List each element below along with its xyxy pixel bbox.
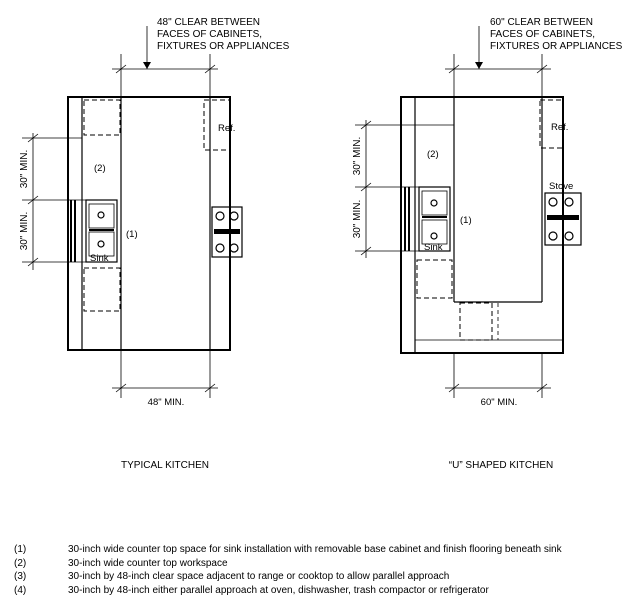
- legend-number: (2): [14, 557, 27, 569]
- u-room-outline: [401, 97, 563, 353]
- u-ref-label: Ref.: [551, 122, 569, 133]
- typical-workspace-marker: (2): [94, 163, 106, 174]
- u-stove-label: Stove: [549, 181, 574, 192]
- typical-burner-1: [216, 212, 224, 220]
- u-bottom-cabinet-dashed: [460, 303, 492, 340]
- legend-item: [14, 584, 634, 598]
- legend-item: [14, 543, 634, 557]
- legend-text: 30-inch wide counter top space for sink installation with removable base cabinet and finish flooring beneath sink: [68, 544, 562, 555]
- u-width-label: 60" MIN.: [480, 397, 518, 408]
- u-shaped-kitchen-plan: [352, 17, 623, 471]
- u-clear-note-line-3: FIXTURES OR APPLIANCES: [490, 41, 623, 52]
- u-stove-controls: [547, 215, 579, 220]
- typical-burner-2: [230, 212, 238, 220]
- u-leader-arrow: [475, 62, 483, 69]
- legend-text: 30-inch by 48-inch either parallel approach at oven, dishwasher, trash compactor or refrigerator: [68, 584, 489, 596]
- u-sink-drain-bottom: [431, 233, 437, 239]
- legend-number: (3): [14, 571, 27, 582]
- legend-number: (1): [14, 544, 27, 555]
- u-sink-bowl-top: [422, 191, 447, 215]
- typical-dim-lower-label: 30" MIN.: [19, 211, 30, 251]
- u-burner-2: [565, 198, 573, 206]
- u-burner-3: [549, 232, 557, 240]
- u-burner-1: [549, 198, 557, 206]
- typical-sink-marker: (1): [126, 229, 138, 240]
- u-dim-upper-label: 30" MIN.: [352, 136, 363, 176]
- u-workspace-marker: (2): [427, 149, 439, 160]
- typical-clear-note-line-2: FACES OF CABINETS,: [157, 29, 263, 40]
- typical-kitchen-plan: [19, 17, 290, 471]
- typical-clear-note-line-1: 48" CLEAR BETWEEN: [157, 17, 261, 28]
- typical-clear-note-line-3: FIXTURES OR APPLIANCES: [157, 41, 290, 52]
- typical-upper-cabinet-dashed: [84, 100, 120, 135]
- typical-sink-drain-top: [98, 212, 104, 218]
- legend-number: (4): [14, 584, 27, 596]
- u-sink-marker: (1): [460, 215, 472, 226]
- typical-sink-drain-bottom: [98, 241, 104, 247]
- typical-width-label: 48" MIN.: [147, 397, 185, 408]
- u-sink-drain-top: [431, 200, 437, 206]
- typical-burner-3: [216, 244, 224, 252]
- u-sink-label: Sink: [424, 242, 443, 253]
- u-dim-lower-label: 30" MIN.: [352, 199, 363, 239]
- typical-caption: TYPICAL KITCHEN: [121, 460, 209, 471]
- u-clear-note-line-2: FACES OF CABINETS,: [490, 29, 596, 40]
- typical-leader-arrow: [143, 62, 151, 69]
- u-clear-note-line-1: 60" CLEAR BETWEEN: [490, 17, 594, 28]
- typical-sink-bowl-top: [89, 204, 114, 228]
- typical-burner-4: [230, 244, 238, 252]
- legend-text: 30-inch wide counter top workspace: [68, 557, 228, 569]
- u-left-lower-cabinet-dashed: [417, 260, 452, 298]
- typical-sink-label: Sink: [90, 253, 109, 264]
- u-caption: “U” SHAPED KITCHEN: [448, 460, 554, 471]
- legend: [14, 543, 634, 597]
- typical-ref-label: Ref.: [218, 123, 236, 134]
- legend-item: [14, 570, 634, 584]
- u-sink-bowl-bottom: [422, 220, 447, 244]
- legend-text: 30-inch by 48-inch clear space adjacent to range or cooktop to allow parallel approach: [68, 571, 450, 582]
- typical-stove-controls: [214, 229, 240, 234]
- u-burner-4: [565, 232, 573, 240]
- typical-lower-cabinet-dashed: [84, 268, 120, 311]
- legend-item: [14, 557, 634, 571]
- typical-dim-upper-label: 30" MIN.: [19, 149, 30, 189]
